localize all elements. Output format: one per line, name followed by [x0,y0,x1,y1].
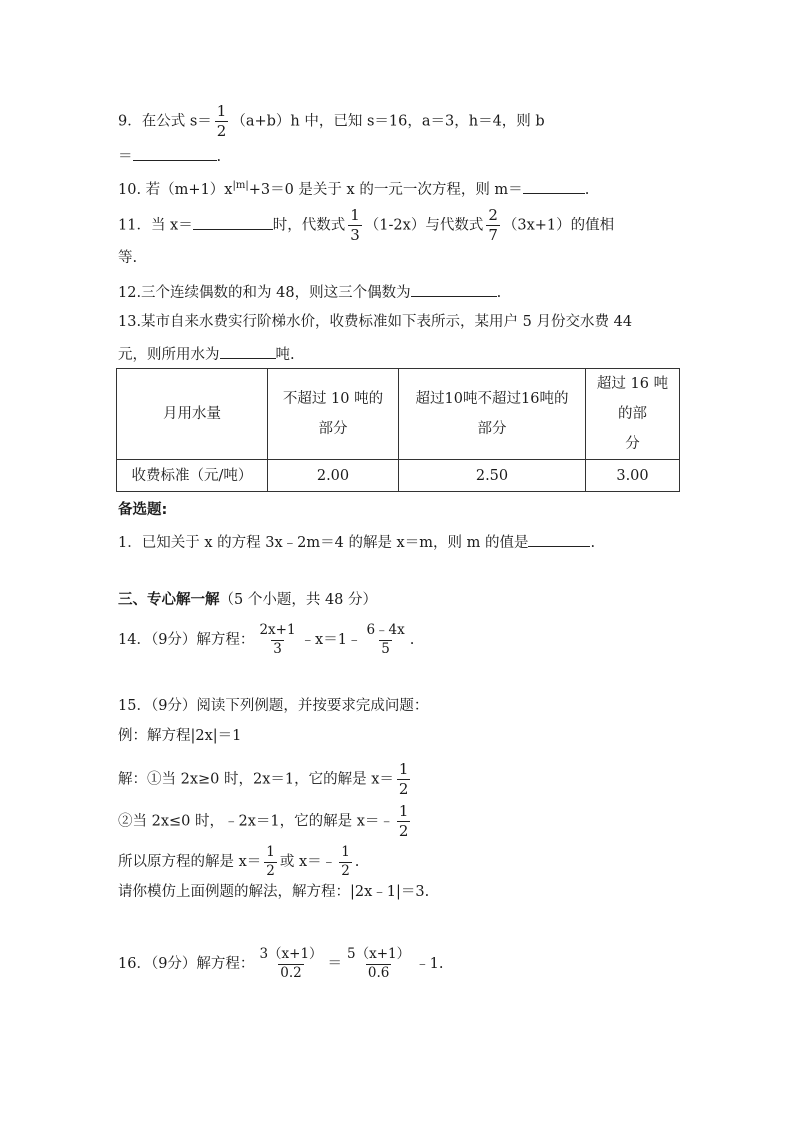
q11-line1: 11．当 x＝ 时，代数式 $\frac{1}{3}$ （1-2x）与代数式 $\frac{2}{7}$ （3x+1）的值相 [118,206,615,244]
q14-fraction-2: $\frac{6﹣4x}{5}$ [366,622,405,657]
q9-number: 9． [118,113,142,130]
q15-step3: 所以原方程的解是 x＝ $\frac{1}{2}$ 或 x＝﹣ $\frac{1}{2}$ . [118,844,360,879]
q15-step3-fraction-1: $\frac{1}{2}$ [266,844,275,879]
section3-note: （5 个小题，共 48 分） [219,592,378,608]
backup-q1: 1．已知关于 x 的方程 3x﹣2m＝4 的解是 x＝m，则 m 的值是 . [118,530,595,553]
q16: 16．（9分）解方程： $\frac{3(x+1)}{0.2}$ ＝ $\frac{5(x+1)}{0.6}$ ﹣1. [118,946,444,981]
table-cell: 收费标准（元/吨） [117,460,268,492]
q11-fraction-1: $\frac{1}{3}$ [350,206,360,244]
q14-fraction-1: $\frac{2x+1}{3}$ [259,622,296,657]
q10-exponent: |m| [232,180,249,191]
q11-answer-blank[interactable] [193,213,273,230]
q9-line2: ＝ . [118,144,221,167]
table-row [117,460,680,492]
header-cell: 不超过 10 吨的 部分 [268,369,399,460]
q10-answer-blank[interactable] [523,177,585,194]
water-fee-table [116,368,680,492]
q12-answer-blank[interactable] [411,280,497,297]
table-cell: 2.50 [399,460,586,492]
q9-fraction: $\frac{1}{2}$ [216,102,227,140]
q14: 14．（9分）解方程： $\frac{2x+1}{3}$ ﹣x＝1﹣ $\frac{6﹣4x}{5}$ . [118,622,415,657]
q16-fraction-2: $\frac{5(x+1)}{0.6}$ [347,946,411,981]
q15-step1: 解：①当 2x≥0 时，2x＝1，它的解是 x＝ $\frac{1}{2}$ [118,760,409,798]
q13-answer-blank[interactable] [220,342,276,359]
header-cell: 月用水量 [117,369,268,460]
table-row [117,369,680,460]
q10: 10. 若$(m+1)x^{|m|}+3=0$ 是关于 x 的一元一次方程，则 m＝ . [118,176,589,200]
section3-title: 三、专心解一解 [118,592,220,608]
q11-fraction-2: $\frac{2}{7}$ [488,206,498,244]
q15-step2: ②当 2x≤0 时，﹣2x＝1，它的解是 x＝﹣ $\frac{1}{2}$ [118,802,409,840]
q15-task: 请你模仿上面例题的解法，解方程：|2x﹣1|＝3. [118,884,430,900]
q15-step2-fraction: $\frac{1}{2}$ [398,802,409,840]
backup-q1-answer-blank[interactable] [528,530,590,547]
header-cell: 超过10吨不超过16吨的 部分 [399,369,586,460]
q15-step1-fraction: $\frac{1}{2}$ [398,760,409,798]
q13-line2: 元，则所用水为 吨. [118,342,295,365]
table-cell: 3.00 [586,460,680,492]
section3-heading [118,590,377,610]
q9-answer-blank[interactable] [133,144,217,161]
q15-step3-fraction-2: $\frac{1}{2}$ [341,844,350,879]
q12: 12.三个连续偶数的和为 48，则这三个偶数为 . [118,280,501,303]
q16-fraction-1: $\frac{3(x+1)}{0.2}$ [259,946,323,981]
q15-intro: 15．（9分）阅读下列例题，并按要求完成问题： [118,698,429,714]
backup-title: 备选题: [118,502,168,518]
q15-example: 例：解方程|2x|＝1 [118,728,242,744]
q9-line1: 9．在公式 s＝ $\frac{1}{2}$ （a+b）h 中，已知 s＝16，a＝3，h＝4，则 b [118,102,545,140]
q11-line2: 等. [118,250,138,266]
table-cell: 2.00 [268,460,399,492]
header-cell: 超过 16 吨的部 分 [586,369,680,460]
q13-line1: 13.某市自来水费实行阶梯水价，收费标准如下表所示，某用户 5 月份交水费 44 [118,314,633,330]
